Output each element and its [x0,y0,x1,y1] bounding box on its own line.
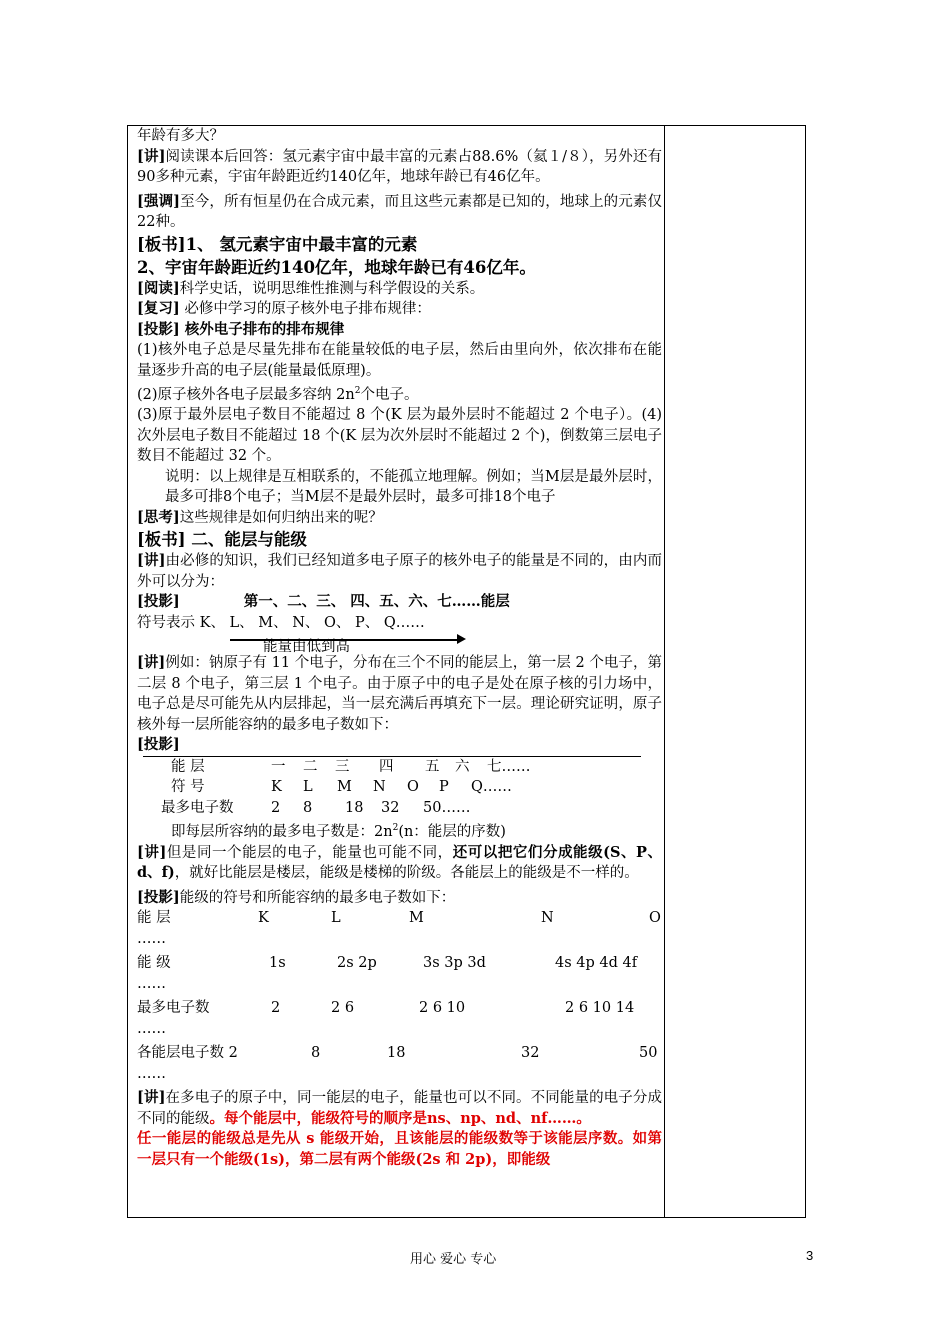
lesson-table [127,125,806,1218]
level-row-total: 各能层电子数 2 8 18 32 50 [137,1045,658,1062]
projection-heading: [投影] 核外电子排布的排布规律 [137,320,345,338]
symbol-row: 符 号 K L M N O P Q…… [171,779,512,796]
rule-1: (1)核外电子总是尽量先排布在能量较低的电子层，然后由里向外，依次排布在能量逐步升高的电子层(能量最低原理)。 [137,342,662,379]
paragraph: [讲]阅读课本后回答：氢元素宇宙中最丰富的元素占88.6%（氦１/８），另外还有90多种元素，宇宙年龄距近约140亿年，地球年龄已有46亿年。 [137,147,662,185]
level-row-sublevel: 能 级 1s 2s 2p 3s 3p 3d 4s 4p 4d 4f [137,955,638,972]
text-line: [阅读]科学史话，说明思维性推测与科学假设的关系。 [137,279,485,297]
paragraph: [讲]例如：钠原子有 11 个电子，分布在三个不同的能层上，第一层 2 个电子，第二层 8 个电子，第三层 1 个电子。由于原子中的电子是处在原子核的引力场中，电子总是尽可能先从内层排起，当一层充满后再填充下一层。理论研究证明，原子核外每一层所能容纳的最多电子数如下： [137,654,662,733]
board-heading: 2、宇宙年龄距近约140亿年，地球年龄已有46亿年。 [137,257,536,277]
footer-slogan: 用心 爱心 专心 [410,1252,497,1267]
board-heading: [板书] 二、能层与能级 [137,530,307,550]
shell-row: 能 层 一 二 三 四 五 六 七…… [171,758,531,775]
text-line: [思考]这些规律是如何归纳出来的呢？ [137,508,383,526]
max-electron-row: 最多电子数 2 8 18 32 50…… [161,799,471,816]
dots: …… [137,975,166,992]
highlight-text: 任一能层的能级总是先从 s 能级开始，且该能层的能级数等于该能层序数。如第一层只有一个能级(1s)，第二层有两个能级(2s 和 2p)，即能级 [137,1130,662,1168]
projection-heading: [投影] [137,736,180,754]
dots: …… [137,1020,166,1037]
page-number: 3 [806,1248,814,1263]
column-divider [664,126,665,1217]
formula-line: 即每层所容纳的最多电子数是：$2n^2(n$：能层的序数) [171,823,506,841]
board-heading: [板书]1、 氢元素宇宙中最丰富的元素 [137,234,418,254]
text-line: 年龄有多大？ [137,128,224,144]
text-line: [复习] 必修中学习的原子核外电子排布规律： [137,300,431,317]
symbol-line: 符号表示 K、 L、 M、 N、 O、 P、 Q…… [137,614,425,631]
level-row-max: 最多电子数 2 2 6 2 6 10 2 6 10 14 [137,1000,635,1017]
dots: …… [137,1065,166,1082]
projection-line: [投影] 第一、二、三、 四、五、六、七……能层 [137,593,510,611]
energy-arrow [137,633,662,656]
paragraph: [强调]至今，所有恒星仍在合成元素，而且这些元素都是已知的，地球上的元素仅22种。 [137,192,662,230]
paragraph: [讲]在多电子的原子中，同一能层的电子，能量也可以不同。不同能量的电子分成不同的能级。每个能层中，能级符号的顺序是ns、np、nd、nf……。 [137,1089,662,1127]
arrow-head-icon [457,634,466,644]
dots: …… [137,930,166,947]
paragraph: [讲]但是同一个能层的电子，能量也可能不同，还可以把它们分成能级(S、P、d、f)，就好比能层是楼层，能级是楼梯的阶级。各能层上的能级是不一样的。 [137,843,662,882]
arrow-label: 能量由低到高 [263,639,350,656]
projection-line: [投影]能级的符号和所能容纳的最多电子数如下： [137,888,456,906]
lesson-content [137,126,662,1217]
rule-2: (2)原子核外各电子层最多容纳 $2n^2$个电子。 [137,386,419,403]
level-row-shell: 能 层 K L M N O [137,910,661,927]
rule-3: (3)原于最外层电子数目不能超过 8 个(K 层为最外层时不能超过 2 个电子）。(4)次外层电子数目不能超过 18 个(K 层为次外层时不能超过 2 个)，倒数第三层电子数目不能超过 32 个。 [137,407,662,465]
paragraph: [讲]由必修的知识，我们已经知道多电子原子的核外电子的能量是不同的，由内而外可以分为： [137,552,662,590]
note: 说明：以上规律是互相联系的，不能孤立地理解。例如；当M层是最外层时，最多可排8个电子；当M层不是最外层时，最多可排18个电子 [165,468,662,506]
